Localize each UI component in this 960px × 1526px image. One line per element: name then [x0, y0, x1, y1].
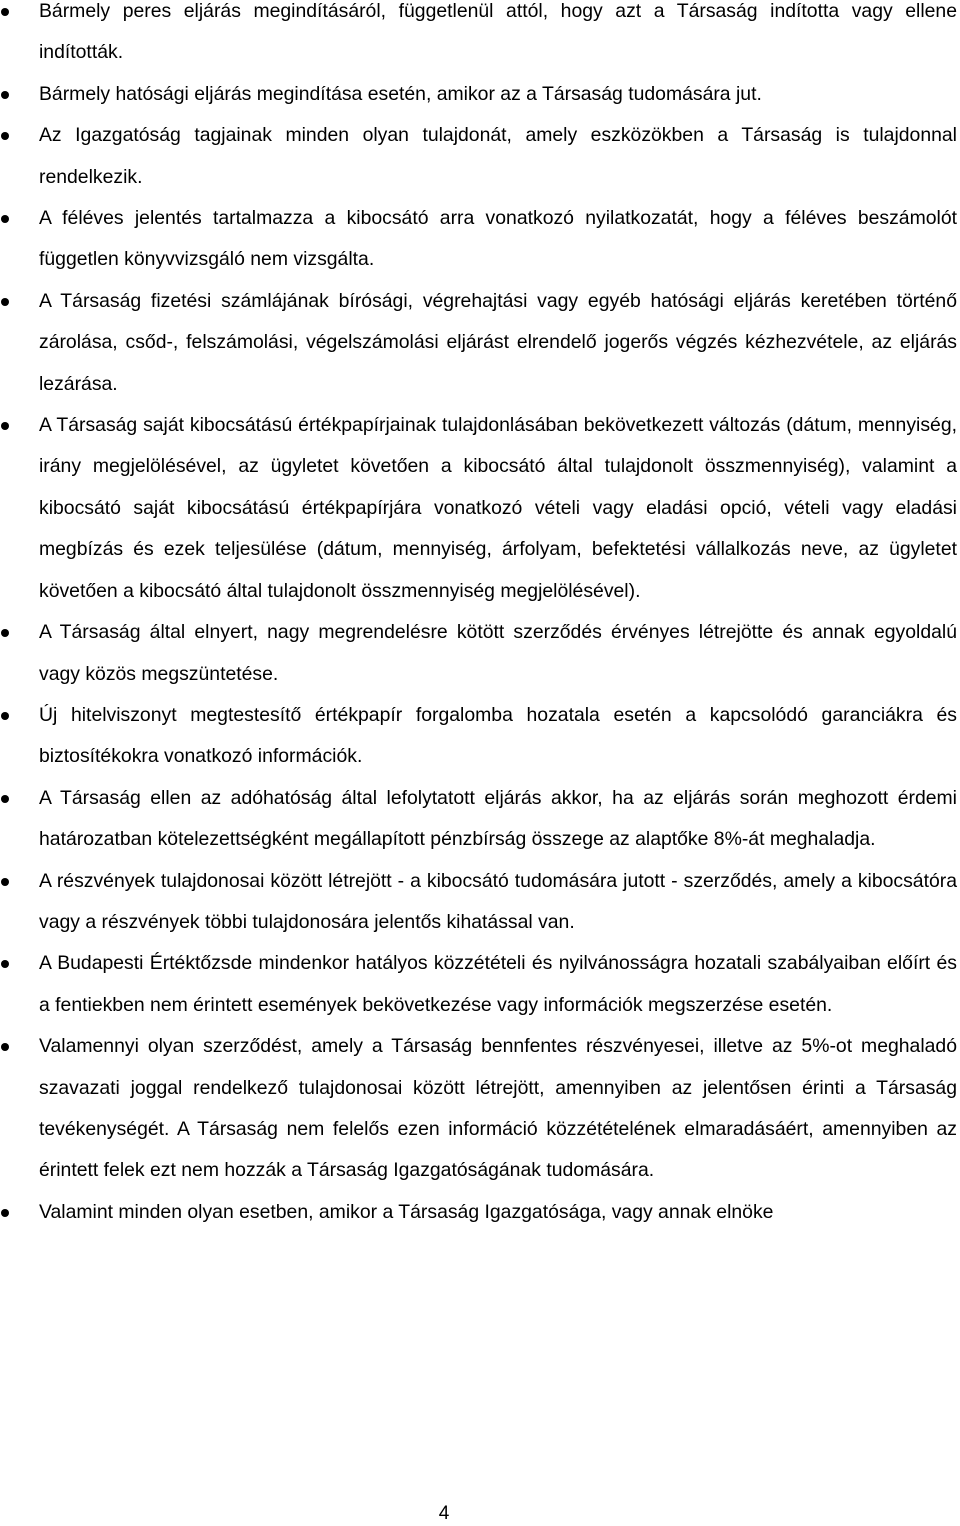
bullet-icon [1, 878, 9, 886]
bullet-icon [1, 215, 9, 223]
list-item-text: A Társaság saját kibocsátású értékpapírjainak tulajdonlásában bekövetkezett változás (dátum, mennyiség, irány megjelölésével, az ügyletet követően a kibocsátó által tulajdonolt összmennyiség), valamint a kibocsátó saját kibocsátású értékpapírjára vonatkozó vételi vagy eladási opció, vételi vagy eladási megbízás és ezek teljesülése (dátum, mennyiség, árfolyam, befektetési vállalkozás neve, az ügyletet követően a kibocsátó által tulajdonolt összmennyiség megjelölésével). [39, 414, 957, 602]
list-item [0, 198, 960, 281]
bullet-icon [1, 712, 9, 720]
list-item [0, 405, 960, 612]
page-number: 4 [438, 1503, 450, 1524]
list-item [0, 861, 960, 944]
list-item [0, 0, 960, 74]
list-item [0, 281, 960, 405]
bullet-icon [1, 8, 9, 16]
bullet-icon [1, 422, 9, 430]
bullet-icon [1, 91, 9, 99]
list-item-text: Valamennyi olyan szerződést, amely a Társaság bennfentes részvényesei, illetve az 5%-ot meghaladó szavazati joggal rendelkező tulajdonosai között létrejött, amennyiben az jelentősen érinti a Társaság tevékenységét. A Társaság nem felelős ezen információ közzétételének elmaradásáért, amennyiben az érintett felek ezt nem hozzák a Társaság Igazgatóságának tudomására. [39, 1035, 957, 1182]
list-item-text: A Társaság fizetési számlájának bírósági, végrehajtási vagy egyéb hatósági eljárás keretében történő zárolása, csőd-, felszámolási, végelszámolási eljárást elrendelő jogerős végzés kézhezvétele, az eljárás lezárása. [39, 289, 957, 395]
list-item-text: Új hitelviszonyt megtestesítő értékpapír forgalomba hozatala esetén a kapcsolódó garanciákra és biztosítékokra vonatkozó információk. [39, 703, 957, 768]
list-item [0, 115, 960, 198]
bullet-icon [1, 1209, 9, 1217]
list-item [0, 1026, 960, 1192]
list-item-text: A részvények tulajdonosai között létrejött - a kibocsátó tudomására jutott - szerződés, amely a kibocsátóra vagy a részvények többi tulajdonosára jelentős kihatással van. [39, 869, 957, 933]
list-item-text: A féléves jelentés tartalmazza a kibocsátó arra vonatkozó nyilatkozatát, hogy a féléves beszámolót független könyvvizsgáló nem vizsgálta. [39, 207, 957, 271]
bullet-icon [1, 132, 9, 140]
bullet-icon [1, 960, 9, 968]
list-item-text: Bármely hatósági eljárás megindítása esetén, amikor az a Társaság tudomására jut. [39, 82, 762, 105]
list-item [0, 1192, 960, 1233]
list-item [0, 778, 960, 861]
list-item [0, 74, 960, 115]
bullet-icon [1, 629, 9, 637]
list-item-text: A Budapesti Értéktőzsde mindenkor hatályos közzétételi és nyilvánosságra hozatali szabályaiban előírt és a fentiekben nem érintett események bekövetkezése vagy információk megszerzése esetén. [39, 952, 957, 1016]
list-item [0, 695, 960, 778]
list-item-text: A Társaság által elnyert, nagy megrendelésre kötött szerződés érvényes létrejötte és annak egyoldalú vagy közös megszüntetése. [39, 621, 957, 685]
bullet-icon [1, 795, 9, 803]
list-item [0, 943, 960, 1026]
list-item-text: Valamint minden olyan esetben, amikor a Társaság Igazgatósága, vagy annak elnöke [39, 1200, 774, 1223]
list-item-text: A Társaság ellen az adóhatóság által lefolytatott eljárás akkor, ha az eljárás során meghozott érdemi határozatban kötelezettségként megállapított pénzbírság összege az alaptőke 8%-át meghaladja. [39, 786, 957, 851]
bullet-icon [1, 298, 9, 306]
list-item [0, 612, 960, 695]
list-item-text: Bármely peres eljárás megindításáról, függetlenül attól, hogy azt a Társaság indította vagy ellene indították. [39, 0, 957, 64]
bullet-icon [1, 1043, 9, 1051]
list-item-text: Az Igazgatóság tagjainak minden olyan tulajdonát, amely eszközökben a Társaság is tulajdonnal rendelkezik. [39, 124, 957, 188]
